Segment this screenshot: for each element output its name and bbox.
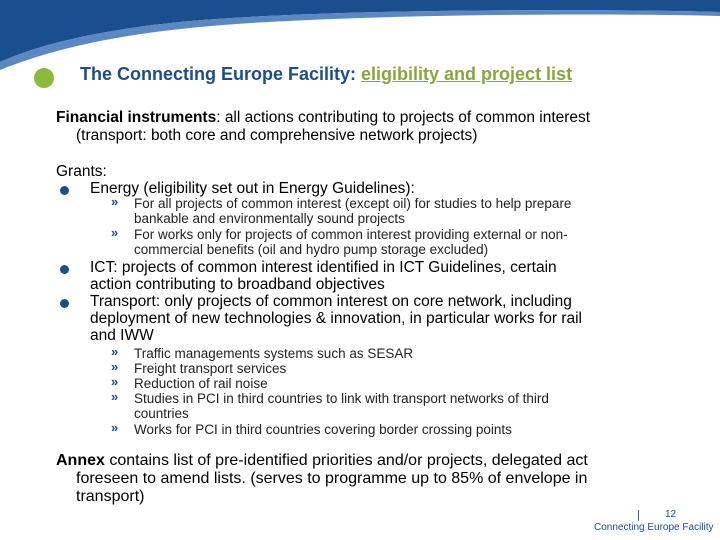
chevron-right-icon: » (111, 344, 119, 359)
page-title: The Connecting Europe Facility: eligibility and project list (80, 64, 573, 84)
grant-ict: ICT: projects of common interest identified in ICT Guidelines, certain action contributing to broadband objectives (90, 259, 557, 293)
chevron-right-icon: » (111, 194, 119, 209)
grant-transport: Transport: only projects of common interest on core network, including deployment of new technologies & innovation, in particular works for rail and IWW (90, 293, 582, 344)
footer-organization: Connecting Europe Facility (594, 522, 714, 533)
chevron-right-icon: » (111, 359, 119, 374)
chevron-right-icon: » (111, 374, 119, 389)
footer-separator: | (637, 509, 640, 521)
chevron-right-icon: » (111, 420, 119, 435)
title-link[interactable]: eligibility and project list (361, 64, 573, 84)
bullet-icon (60, 265, 69, 274)
grants-heading: Grants: (56, 163, 107, 180)
financial-instruments-paragraph: Financial instruments: all actions contributing to projects of common interest (transport: both core and comprehensive network projects) (56, 109, 591, 144)
bullet-icon (60, 186, 69, 195)
grant-energy: Energy (eligibility set out in Energy Guidelines): (90, 180, 415, 197)
chevron-right-icon: » (111, 389, 119, 404)
page-number: 12 (665, 509, 677, 520)
energy-sub-item: For all projects of common interest (except oil) for studies to help prepare bankable and environmentally sound projects (134, 196, 572, 226)
header-wave-decoration (0, 0, 720, 70)
transport-sub-item: Freight transport services (134, 361, 287, 376)
annex-paragraph: Annex contains list of pre-identified priorities and/or projects, delegated act foreseen to amend lists. (serves to programme up to 85% of envelope in transport) (56, 452, 588, 505)
bullet-icon (60, 299, 69, 308)
title-bullet-icon (34, 68, 54, 88)
transport-sub-item: Works for PCI in third countries covering border crossing points (134, 422, 512, 437)
transport-sub-item: Studies in PCI in third countries to link with transport networks of third countries (134, 391, 549, 421)
energy-sub-item: For works only for projects of common interest providing external or non- commercial benefits (oil and hydro pump storage excluded) (134, 227, 568, 257)
chevron-right-icon: » (111, 225, 119, 240)
transport-sub-item: Reduction of rail noise (134, 376, 268, 391)
transport-sub-item: Traffic managements systems such as SESAR (134, 346, 414, 361)
